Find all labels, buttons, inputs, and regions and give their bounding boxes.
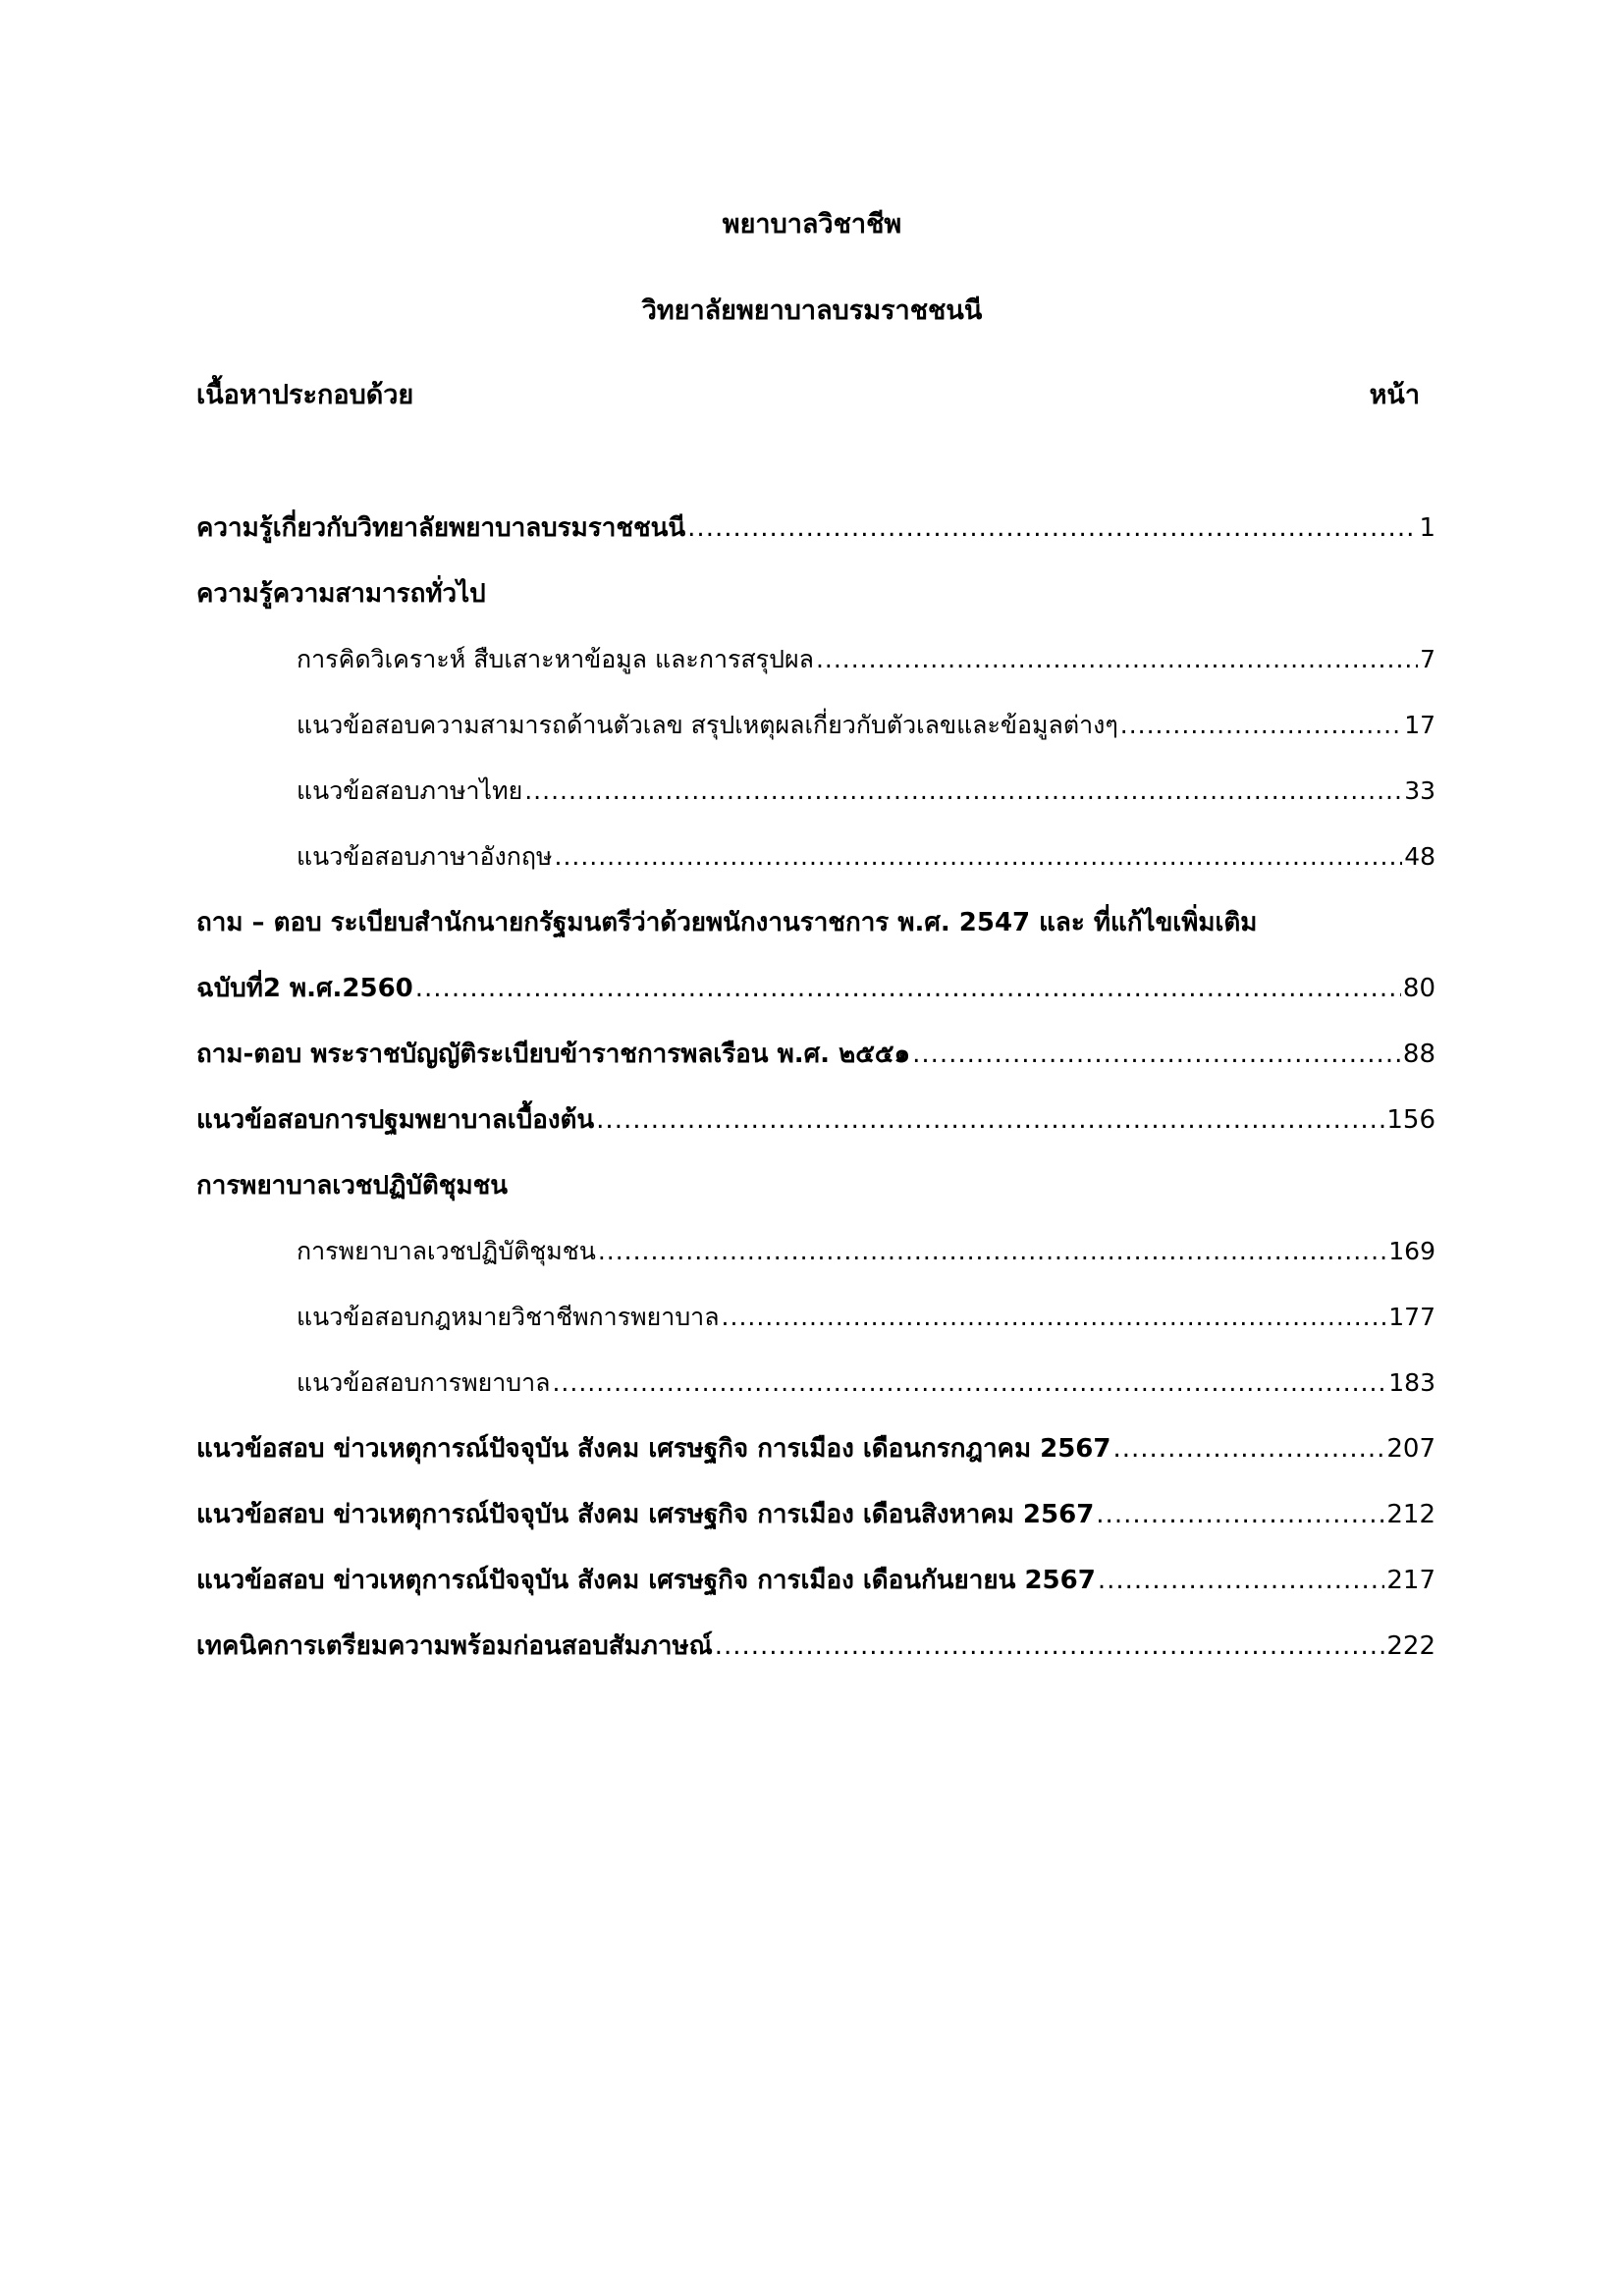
- toc-entry-page: 48: [1404, 842, 1435, 871]
- toc-entry-title: แนวข้อสอบการปฐมพยาบาลเบื้องต้น: [196, 1105, 595, 1135]
- toc-entry-title: แนวข้อสอบ ข่าวเหตุการณ์ปัจจุบัน สังคม เศรษฐกิจ การเมือง เดือนกรกฎาคม 2567: [196, 1434, 1111, 1464]
- toc-entry: [196, 1563, 1435, 1598]
- toc-entry-title: แนวข้อสอบการพยาบาล: [297, 1368, 551, 1397]
- dot-leader: [816, 642, 1418, 677]
- toc-entry: [297, 1234, 1435, 1269]
- toc-entry: [196, 971, 1435, 1006]
- toc-entry-page: 7: [1420, 645, 1435, 673]
- dot-leader: [715, 1629, 1385, 1664]
- toc-entry: [297, 774, 1435, 809]
- dot-leader: [415, 971, 1401, 1006]
- toc-entry-title: ถาม – ตอบ ระเบียบสำนักนายกรัฐมนตรีว่าด้วยพนักงานราชการ พ.ศ. 2547 และ ที่แก้ไขเพิ่มเติม: [196, 908, 1258, 937]
- toc-entry: [196, 1629, 1435, 1664]
- toc-entry-title: การพยาบาลเวชปฏิบัติชุมชน: [297, 1237, 596, 1265]
- toc-entry-page: 33: [1404, 776, 1435, 805]
- toc-entry-title: ฉบับที่2 พ.ศ.2560: [196, 974, 413, 1003]
- dot-leader: [555, 839, 1403, 875]
- toc-entry-page: 1: [1419, 513, 1435, 543]
- toc-entry-page: 80: [1402, 974, 1435, 1003]
- toc-entry-title: ถาม-ตอบ พระราชบัญญัติระเบียบข้าราชการพลเรือน พ.ศ. ๒๕๕๑: [196, 1040, 911, 1069]
- contents-label: เนื้อหาประกอบด้วย: [196, 380, 414, 410]
- toc-entry: [297, 839, 1435, 875]
- dot-leader: [1096, 1497, 1384, 1532]
- page-column-label: หน้า: [1369, 380, 1420, 410]
- dot-leader: [722, 1300, 1387, 1335]
- toc-entry-page: 88: [1402, 1040, 1435, 1069]
- toc-entry-page: 212: [1386, 1500, 1435, 1529]
- toc-entry-page: 156: [1386, 1105, 1435, 1135]
- document-title: พยาบาลวิชาชีพ: [722, 209, 902, 240]
- toc-entry: [196, 1037, 1435, 1072]
- toc-entry: [297, 708, 1435, 743]
- toc-entry-page: 17: [1404, 711, 1435, 739]
- toc-entry-page: 169: [1388, 1237, 1435, 1265]
- dot-leader: [1113, 1431, 1385, 1467]
- toc-entry-title: แนวข้อสอบความสามารถด้านตัวเลข สรุปเหตุผลเกี่ยวกับตัวเลขและข้อมูลต่างๆ: [297, 711, 1118, 739]
- toc-entry-title: ความรู้ความสามารถทั่วไป: [196, 579, 486, 609]
- toc-section-heading: [196, 1168, 1435, 1203]
- dot-leader: [1120, 708, 1402, 743]
- document-subtitle: วิทยาลัยพยาบาลบรมราชชนนี: [641, 295, 983, 326]
- toc-entry: [196, 1102, 1435, 1138]
- dot-leader: [912, 1037, 1401, 1072]
- toc-entry-title: แนวข้อสอบ ข่าวเหตุการณ์ปัจจุบัน สังคม เศรษฐกิจ การเมือง เดือนกันยายน 2567: [196, 1566, 1096, 1595]
- toc-entry-title: ความรู้เกี่ยวกับวิทยาลัยพยาบาลบรมราชชนนี: [196, 513, 686, 543]
- toc-entry-page: 217: [1386, 1566, 1435, 1595]
- dot-leader: [596, 1102, 1384, 1138]
- toc-entry-page: 222: [1386, 1631, 1435, 1661]
- toc-entry-page: 183: [1388, 1368, 1435, 1397]
- toc-entry: [297, 642, 1435, 677]
- toc-entry-title: แนวข้อสอบภาษาไทย: [297, 776, 523, 805]
- toc-entry-title: แนวข้อสอบกฎหมายวิชาชีพการพยาบาล: [297, 1303, 720, 1331]
- toc-section-heading: [196, 576, 1435, 612]
- toc-entry-wrapped-line: [196, 905, 1435, 940]
- toc-entry-page: 207: [1386, 1434, 1435, 1464]
- dot-leader: [598, 1234, 1386, 1269]
- toc-entry-page: 177: [1388, 1303, 1435, 1331]
- toc-entry: [196, 1497, 1435, 1532]
- dot-leader: [524, 774, 1402, 809]
- dot-leader: [552, 1365, 1386, 1401]
- dot-leader: [687, 510, 1417, 546]
- toc-entry-title: เทคนิคการเตรียมความพร้อมก่อนสอบสัมภาษณ์: [196, 1631, 713, 1661]
- toc-entry: [196, 1431, 1435, 1467]
- dot-leader: [1098, 1563, 1385, 1598]
- toc-entry-title: การพยาบาลเวชปฏิบัติชุมชน: [196, 1171, 509, 1201]
- toc-entry-title: แนวข้อสอบ ข่าวเหตุการณ์ปัจจุบัน สังคม เศรษฐกิจ การเมือง เดือนสิงหาคม 2567: [196, 1500, 1095, 1529]
- toc-entry-title: แนวข้อสอบภาษาอังกฤษ: [297, 842, 553, 871]
- toc-entry: [196, 510, 1435, 546]
- toc-entry: [297, 1300, 1435, 1335]
- toc-entry-title: การคิดวิเคราะห์ สืบเสาะหาข้อมูล และการสรุปผล: [297, 645, 814, 673]
- toc-entry: [297, 1365, 1435, 1401]
